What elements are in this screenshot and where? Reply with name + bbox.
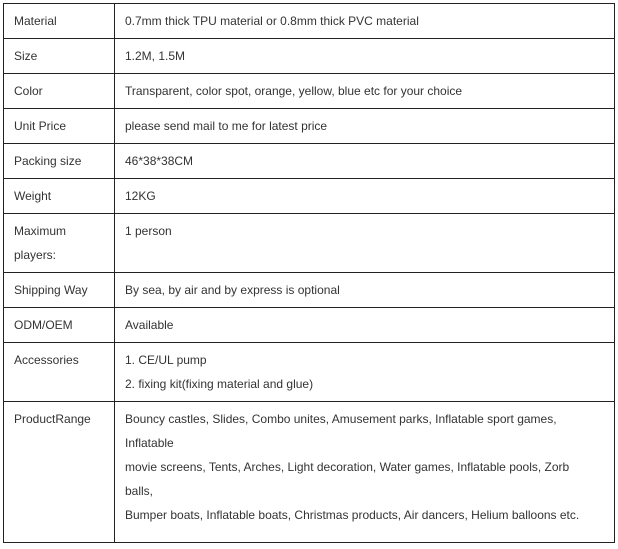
spec-label bbox=[4, 214, 115, 273]
spec-row-shipping-way bbox=[4, 273, 615, 308]
spec-value: 0.7mm thick TPU material or 0.8mm thick PVC material bbox=[115, 4, 615, 39]
spec-label-line: Maximum bbox=[14, 224, 67, 238]
spec-value bbox=[115, 402, 615, 543]
spec-row-size bbox=[4, 39, 615, 74]
spec-row-packing-size bbox=[4, 144, 615, 179]
spec-row-product-range bbox=[4, 402, 615, 543]
spec-value: 1.2M, 1.5M bbox=[115, 39, 615, 74]
spec-row-weight bbox=[4, 179, 615, 214]
spec-label: Packing size bbox=[4, 144, 115, 179]
spec-row-maximum-players bbox=[4, 214, 615, 273]
spec-label: ProductRange bbox=[4, 402, 115, 543]
spec-label: Unit Price bbox=[4, 109, 115, 144]
spec-label: Material bbox=[4, 4, 115, 39]
spec-value: 46*38*38CM bbox=[115, 144, 615, 179]
spec-value-line: 2. fixing kit(fixing material and glue) bbox=[125, 377, 314, 391]
spec-row-odm-oem bbox=[4, 308, 615, 343]
spec-row-material bbox=[4, 4, 615, 39]
spec-row-color bbox=[4, 74, 615, 109]
spec-value: please send mail to me for latest price bbox=[115, 109, 615, 144]
spec-label: Size bbox=[4, 39, 115, 74]
spec-label: Shipping Way bbox=[4, 273, 115, 308]
spec-value-line: 1. CE/UL pump bbox=[125, 353, 207, 367]
spec-label: Accessories bbox=[4, 343, 115, 402]
spec-row-accessories bbox=[4, 343, 615, 402]
spec-value-line: Inflatable bbox=[125, 436, 174, 450]
spec-value-line: Bumper boats, Inflatable boats, Christmas products, Air dancers, Helium balloons etc. bbox=[125, 508, 580, 522]
spec-value: 1 person bbox=[115, 214, 615, 273]
spec-value-line: Bouncy castles, Slides, Combo unites, Amusement parks, Inflatable sport games, bbox=[125, 412, 557, 426]
product-spec-table bbox=[3, 3, 615, 543]
spec-label-line: players: bbox=[14, 248, 57, 262]
spec-label: Color bbox=[4, 74, 115, 109]
spec-label: ODM/OEM bbox=[4, 308, 115, 343]
spec-row-unit-price bbox=[4, 109, 615, 144]
spec-value: 12KG bbox=[115, 179, 615, 214]
spec-value-line: movie screens, Tents, Arches, Light decoration, Water games, Inflatable pools, Zorb bbox=[125, 460, 570, 474]
spec-label: Weight bbox=[4, 179, 115, 214]
spec-value: By sea, by air and by express is optional bbox=[115, 273, 615, 308]
spec-value: Available bbox=[115, 308, 615, 343]
spec-value-line: balls, bbox=[125, 484, 154, 498]
spec-value: Transparent, color spot, orange, yellow, blue etc for your choice bbox=[115, 74, 615, 109]
spec-value bbox=[115, 343, 615, 402]
